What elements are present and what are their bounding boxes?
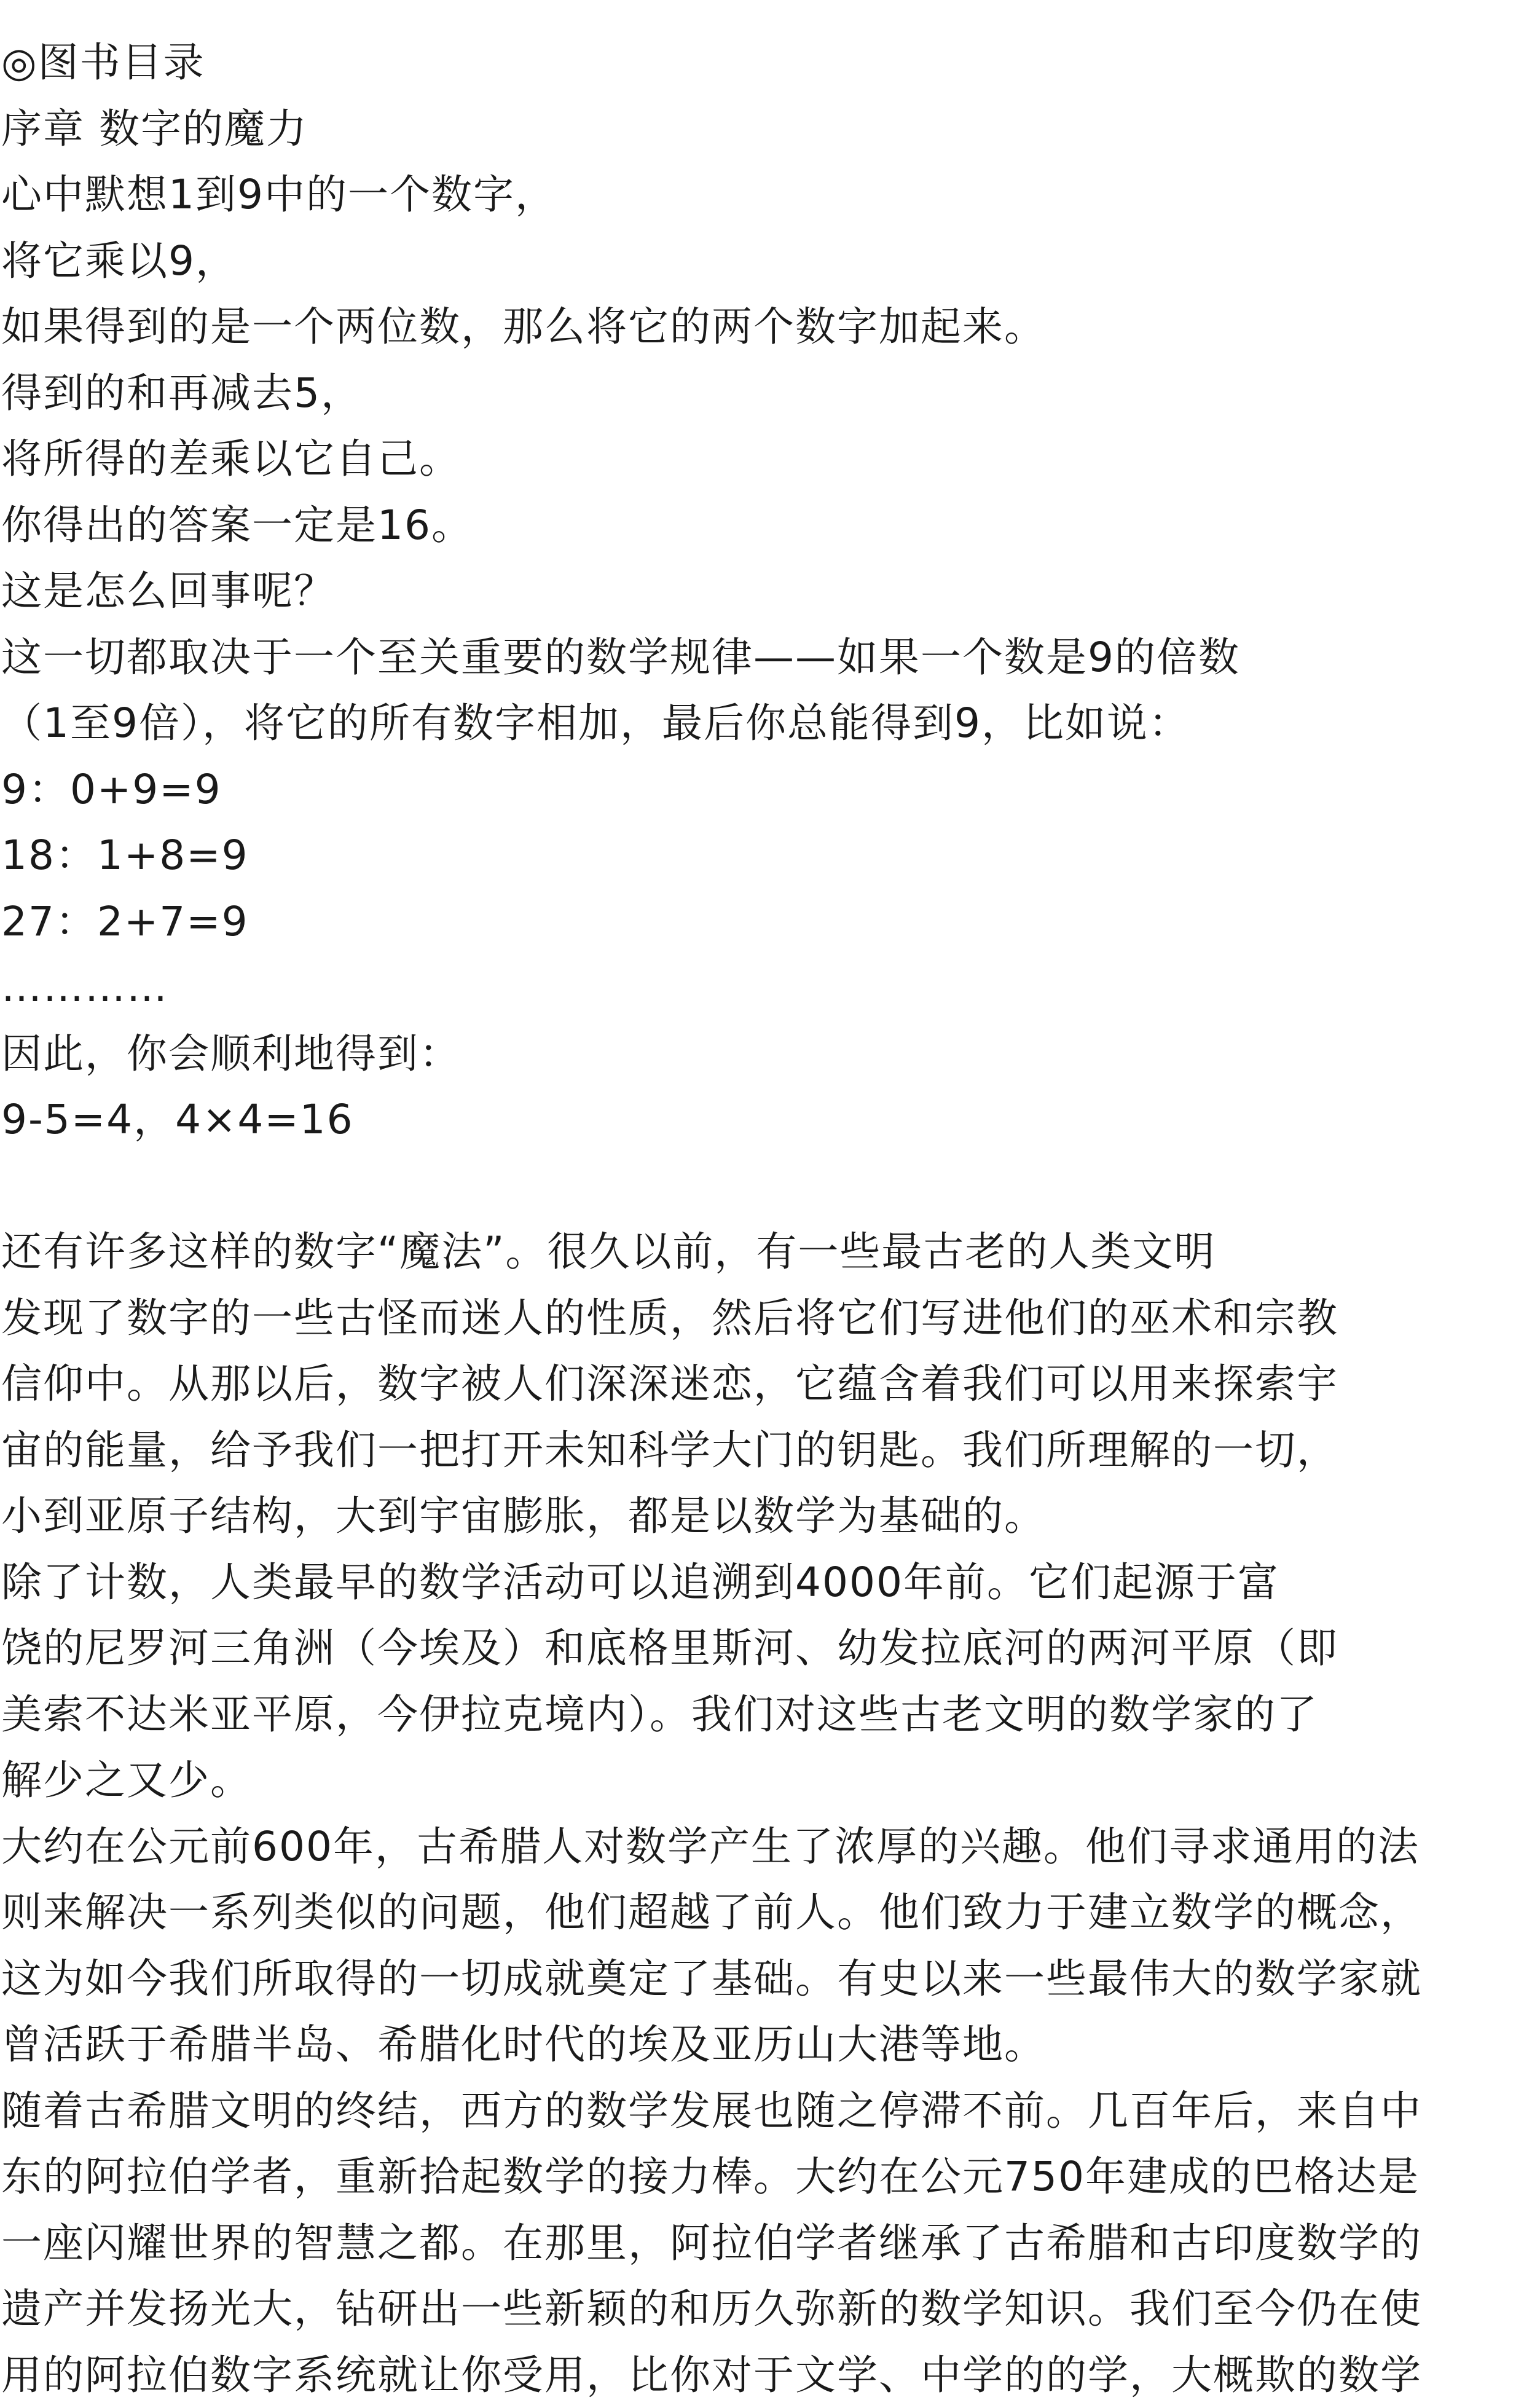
puzzle-line: 这一切都取决于一个至关重要的数学规律——如果一个数是9的倍数 xyxy=(0,624,1524,691)
puzzle-line: 如果得到的是一个两位数，那么将它的两个数字加起来。 xyxy=(0,294,1524,360)
paragraph-line: 遗产并发扬光大，钻研出一些新颖的和历久弥新的数学知识。我们至今仍在使 xyxy=(0,2276,1524,2342)
puzzle-line: 将它乘以9， xyxy=(0,228,1524,294)
text-body xyxy=(0,30,1524,2408)
paragraph-line: 发现了数字的一些古怪而迷人的性质，然后将它们写进他们的巫术和宗教 xyxy=(0,1285,1524,1352)
puzzle-line: 将所得的差乘以它自己。 xyxy=(0,426,1524,492)
paragraph-line: 饶的尼罗河三角洲（今埃及）和底格里斯河、幼发拉底河的两河平原（即 xyxy=(0,1615,1524,1682)
puzzle-line: 这是怎么回事呢？ xyxy=(0,558,1524,624)
paragraph-line: 还有许多这样的数字“魔法”。很久以前，有一些最古老的人类文明 xyxy=(0,1219,1524,1285)
paragraph-line: 这为如今我们所取得的一切成就奠定了基础。有史以来一些最伟大的数学家就 xyxy=(0,1946,1524,2012)
paragraph-line: 随着古希腊文明的终结，西方的数学发展也随之停滞不前。几百年后，来自中 xyxy=(0,2078,1524,2144)
paragraph-line: 小到亚原子结构，大到宇宙膨胀，都是以数学为基础的。 xyxy=(0,1483,1524,1549)
paragraph-line: 宙的能量，给予我们一把打开未知科学大门的钥匙。我们所理解的一切， xyxy=(0,1417,1524,1484)
puzzle-line: 心中默想1到9中的一个数字， xyxy=(0,162,1524,228)
result-line: 9-5=4，4×4=16 xyxy=(0,1087,1524,1153)
paragraph-line: 信仰中。从那以后，数字被人们深深迷恋，它蕴含着我们可以用来探索宇 xyxy=(0,1351,1524,1417)
puzzle-line: 因此，你会顺利地得到： xyxy=(0,1021,1524,1087)
example-line: 27：2+7=9 xyxy=(0,889,1524,955)
paragraph-line: 则来解决一系列类似的问题，他们超越了前人。他们致力于建立数学的概念， xyxy=(0,1879,1524,1946)
paragraph-line: 曾活跃于希腊半岛、希腊化时代的埃及亚历山大港等地。 xyxy=(0,2012,1524,2078)
paragraph-line: 大约在公元前600年，古希腊人对数学产生了浓厚的兴趣。他们寻求通用的法 xyxy=(0,1814,1524,1880)
blank-spacer xyxy=(0,1153,1524,1219)
paragraph-line: 东的阿拉伯学者，重新拾起数学的接力棒。大约在公元750年建成的巴格达是 xyxy=(0,2144,1524,2210)
paragraph-line: 除了计数，人类最早的数学活动可以追溯到4000年前。它们起源于富 xyxy=(0,1549,1524,1616)
example-line: 18：1+8=9 xyxy=(0,822,1524,889)
catalog-header: ◎图书目录 xyxy=(0,30,1524,96)
puzzle-line: （1至9倍），将它的所有数字相加，最后你总能得到9，比如说： xyxy=(0,690,1524,757)
puzzle-line: 得到的和再减去5， xyxy=(0,360,1524,427)
paragraph-line: 美索不达米亚平原，今伊拉克境内）。我们对这些古老文明的数学家的了 xyxy=(0,1682,1524,1748)
paragraph-line: 一座闪耀世界的智慧之都。在那里，阿拉伯学者继承了古希腊和古印度数学的 xyxy=(0,2210,1524,2276)
ellipsis-line: ………… xyxy=(0,954,1524,1021)
puzzle-line: 你得出的答案一定是16。 xyxy=(0,492,1524,559)
example-line: 9：0+9=9 xyxy=(0,757,1524,823)
chapter-title: 序章 数字的魔力 xyxy=(0,96,1524,162)
paragraph-line: 解少之又少。 xyxy=(0,1747,1524,1814)
paragraph-line-cut: 用的阿拉伯数字系统就让你受用，比你对于文学、中学的的学，大概欺的数学 xyxy=(0,2342,1524,2408)
